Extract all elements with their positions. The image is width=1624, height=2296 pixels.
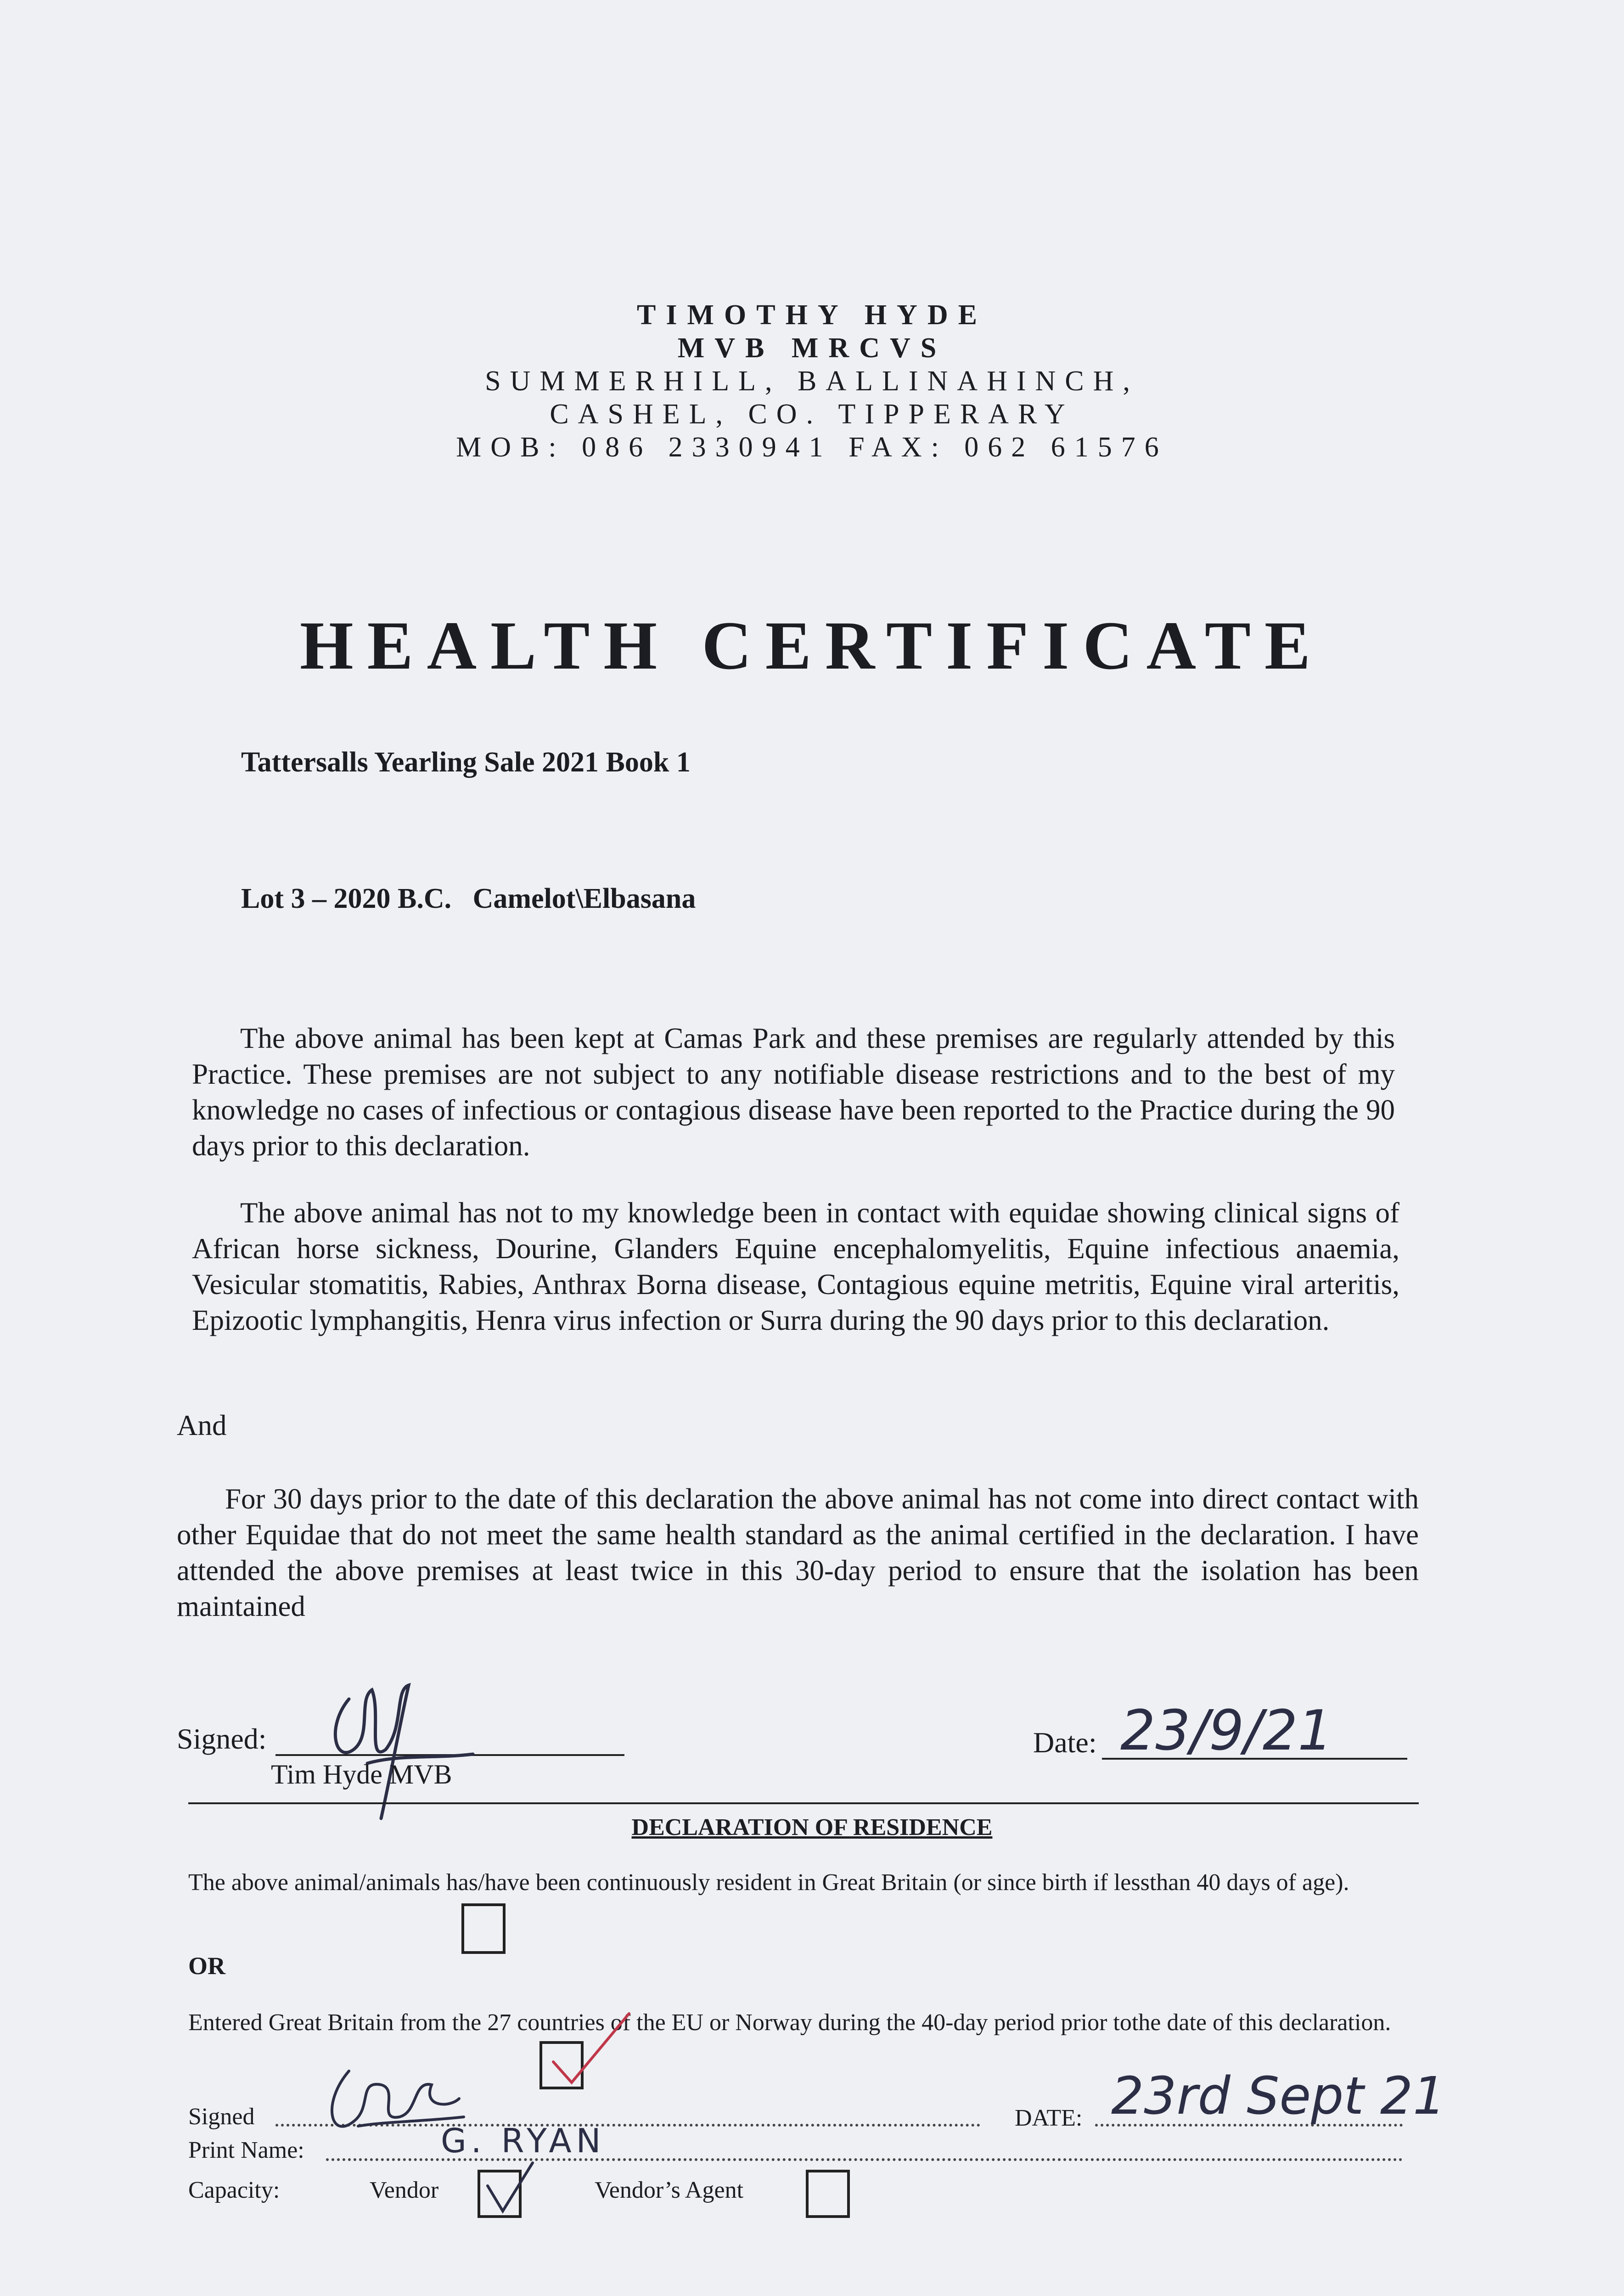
vet-printed-name: Tim Hyde MVB <box>271 1759 452 1790</box>
declaration-option-1: The above animal/animals has/have been continuously resident in Great Britain (or since birth if lessthan 40 days of age). <box>188 1869 1349 1896</box>
declaration-option-2: Entered Great Britain from the 27 countries of the EU or Norway during the 40-day period prior tothe date of this declaration. <box>188 2009 1391 2036</box>
paragraph-isolation: For 30 days prior to the date of this declaration the above animal has not come into direct contact with other Equidae that do not meet the same health standard as the animal certified in the declaration. I have attended the above premises at least twice in this 30-day period to ensure that the isolation has been maintained <box>177 1483 1419 1622</box>
print-name-value: G. RYAN <box>441 2122 606 2160</box>
print-name-label: Print Name: <box>188 2137 304 2163</box>
contact-line: MOB: 086 2330941 FAX: 062 61576 <box>456 432 1168 463</box>
capacity-label: Capacity: <box>188 2177 280 2203</box>
letterhead <box>0 298 1624 464</box>
vendor-agent-label: Vendor’s Agent <box>595 2177 744 2203</box>
option-1-checkbox[interactable] <box>461 1903 506 1954</box>
declarant-date-value: 23rd Sept 21 <box>1111 2066 1446 2126</box>
vendor-check-mark <box>482 2158 537 2218</box>
paragraph-contact: The above animal has not to my knowledge been in contact with equidae showing clinical signs of African horse sickness, Dourine, Glanders Equine encephalomyelitis, Equine infectious anaemia, Vesicular stomatitis, Rabies, Anthrax Borna disease, Contagious equine metritis, Equine viral arteritis, Epizootic lymphangitis, Henra virus infection or Surra during the 90 days prior to this declaration. <box>192 1197 1399 1336</box>
and-label: And <box>177 1409 227 1441</box>
vet-date-value: 23/9/21 <box>1120 1699 1333 1763</box>
sale-name: Tattersalls Yearling Sale 2021 Book 1 <box>241 747 691 778</box>
vet-qualifications: MVB MRCVS <box>677 332 947 364</box>
declarant-date-label: DATE: <box>1015 2105 1083 2131</box>
declarant-signed-label: Signed <box>188 2104 255 2130</box>
vet-name: TIMOTHY HYDE <box>637 299 987 331</box>
vet-date-label: Date: <box>1033 1726 1097 1759</box>
document-title: HEALTH CERTIFICATE <box>299 608 1324 684</box>
section-divider <box>188 1802 1419 1804</box>
address-line-1: SUMMERHILL, BALLINAHINCH, <box>485 366 1139 397</box>
vet-signature <box>317 1671 500 1823</box>
option-2-check-mark <box>546 2009 634 2089</box>
or-label: OR <box>188 1952 225 1980</box>
lot-description: Lot 3 – 2020 B.C. Camelot\Elbasana <box>241 883 696 914</box>
vendor-agent-checkbox[interactable] <box>806 2170 850 2218</box>
vendor-label: Vendor <box>370 2177 439 2203</box>
address-line-2: CASHEL, CO. TIPPERARY <box>550 399 1074 430</box>
paragraph-premises: The above animal has been kept at Camas Park and these premises are regularly attended by this Practice. These premises are not subject to any notifiable disease restrictions and to the best of my knowledge no cases of infectious or contagious disease have been reported to the Practice during the 90 days prior to this declaration. <box>192 1022 1395 1162</box>
vet-signed-label: Signed: <box>177 1722 267 1755</box>
declaration-heading: DECLARATION OF RESIDENCE <box>631 1814 993 1840</box>
